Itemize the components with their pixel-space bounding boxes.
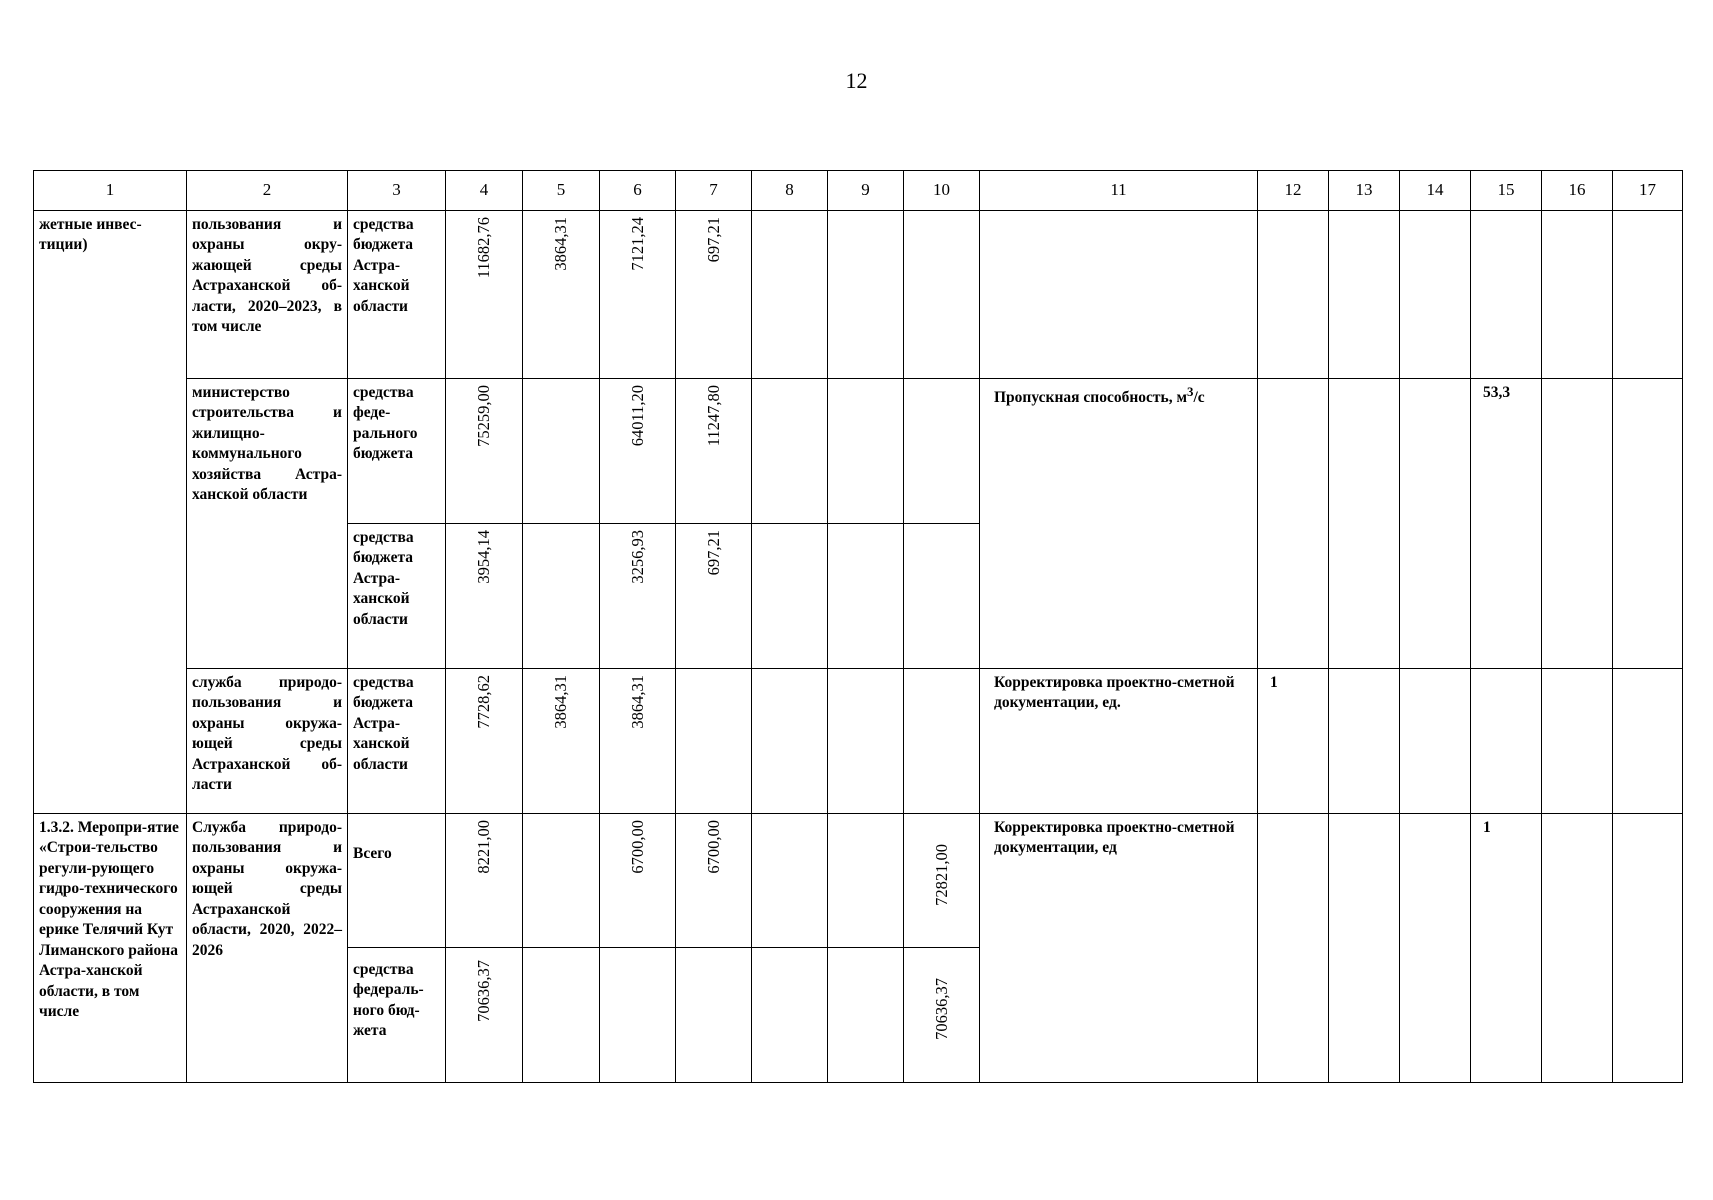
- indicator-superscript: 3: [1187, 384, 1194, 399]
- table-row: [34, 211, 1683, 379]
- amount-cell: [676, 379, 752, 524]
- executor-cell: министерство строительства и жилищно-коммунального хозяйства Астра-ханской области: [187, 379, 348, 669]
- indicator-text: Пропускная способность, м: [994, 389, 1188, 407]
- amount-value: 75259,00: [474, 385, 494, 447]
- empty-cell: [752, 524, 828, 669]
- indicator-cell: Корректировка проектно-сметной документации, ед.: [980, 669, 1258, 814]
- page-number: 12: [845, 68, 868, 93]
- amount-cell: [446, 379, 523, 524]
- funding-source-cell: средства федераль-ного бюд-жета: [348, 948, 446, 1083]
- amount-cell: [600, 814, 676, 948]
- amount-cell: [676, 524, 752, 669]
- empty-cell: [1329, 669, 1400, 814]
- empty-cell: [1542, 211, 1613, 379]
- amount-value: 70636,37: [474, 960, 494, 1022]
- executor-cell: пользования и охраны окру-жающей среды Астраханской об-ласти, 2020–2023, в том числе: [187, 211, 348, 379]
- amount-cell: [600, 211, 676, 379]
- target-value-cell: 1: [1258, 669, 1329, 814]
- amount-value: 3954,14: [474, 530, 494, 584]
- amount-value: 3256,93: [627, 530, 647, 584]
- empty-cell: [1400, 814, 1471, 1083]
- empty-cell: [523, 379, 600, 524]
- column-header: 11: [980, 171, 1258, 211]
- amount-cell: [446, 669, 523, 814]
- amount-value: 3864,31: [627, 675, 647, 729]
- empty-cell: [904, 524, 980, 669]
- table-row: [34, 814, 1683, 948]
- empty-cell: [752, 948, 828, 1083]
- amount-value: 6700,00: [627, 820, 647, 874]
- amount-cell: [600, 379, 676, 524]
- empty-cell: [828, 948, 904, 1083]
- empty-cell: [676, 669, 752, 814]
- executor-cell: Служба природо-пользования и охраны окружа-ющей среды Астраханской области, 2020, 2022–2026: [187, 814, 348, 1083]
- empty-cell: [1471, 669, 1542, 814]
- amount-value: 697,21: [703, 530, 723, 576]
- funding-source-cell: средства бюджета Астра-ханской области: [348, 524, 446, 669]
- measure-name-cell: 1.3.2. Меропри-ятие «Строи-тельство регули-рующего гидро-технического сооружения на ерике Телячий Кут Лиманского района Астра-ханской области, в том числе: [34, 814, 187, 1083]
- indicator-cell: [980, 211, 1258, 379]
- amount-value: 7121,24: [627, 217, 647, 271]
- empty-cell: [752, 211, 828, 379]
- amount-value: 3864,31: [551, 217, 571, 271]
- funding-source-cell: средства бюджета Астра-ханской области: [348, 669, 446, 814]
- column-header: 5: [523, 171, 600, 211]
- empty-cell: [523, 524, 600, 669]
- column-header: 2: [187, 171, 348, 211]
- empty-cell: [1471, 211, 1542, 379]
- amount-cell: [446, 948, 523, 1083]
- empty-cell: [828, 524, 904, 669]
- empty-cell: [1542, 814, 1613, 1083]
- column-header: 12: [1258, 171, 1329, 211]
- empty-cell: [1329, 211, 1400, 379]
- empty-cell: [1613, 814, 1683, 1083]
- column-header: 16: [1542, 171, 1613, 211]
- amount-cell: [676, 814, 752, 948]
- empty-cell: [1258, 814, 1329, 1083]
- empty-cell: [904, 669, 980, 814]
- amount-cell: [446, 211, 523, 379]
- empty-cell: [1613, 379, 1683, 669]
- column-header: 13: [1329, 171, 1400, 211]
- amount-cell: [600, 524, 676, 669]
- column-header: 9: [828, 171, 904, 211]
- empty-cell: [1613, 669, 1683, 814]
- amount-cell: [904, 814, 980, 948]
- funding-source-cell: Всего: [348, 814, 446, 948]
- empty-cell: [1400, 379, 1471, 669]
- column-header: 15: [1471, 171, 1542, 211]
- empty-cell: [828, 669, 904, 814]
- amount-value: 7728,62: [474, 675, 494, 729]
- column-header: 3: [348, 171, 446, 211]
- amount-value: 8221,00: [474, 820, 494, 874]
- program-table: [33, 170, 1683, 1083]
- empty-cell: [1542, 669, 1613, 814]
- column-header: 8: [752, 171, 828, 211]
- table-row: [34, 669, 1683, 814]
- empty-cell: [1613, 211, 1683, 379]
- empty-cell: [828, 379, 904, 524]
- column-header: 1: [34, 171, 187, 211]
- empty-cell: [1400, 211, 1471, 379]
- column-header: 10: [904, 171, 980, 211]
- indicator-cell: [980, 379, 1258, 669]
- amount-value: 11247,80: [703, 385, 723, 447]
- empty-cell: [1400, 669, 1471, 814]
- target-value-cell: 53,3: [1471, 379, 1542, 669]
- column-header: 17: [1613, 171, 1683, 211]
- amount-cell: [523, 211, 600, 379]
- empty-cell: [1329, 814, 1400, 1083]
- amount-cell: [446, 524, 523, 669]
- empty-cell: [904, 211, 980, 379]
- amount-value: 72821,00: [931, 844, 951, 906]
- empty-cell: [1542, 379, 1613, 669]
- empty-cell: [752, 379, 828, 524]
- amount-cell: [523, 669, 600, 814]
- amount-cell: [446, 814, 523, 948]
- indicator-cell: Корректировка проектно-сметной документации, ед: [980, 814, 1258, 1083]
- column-header: 14: [1400, 171, 1471, 211]
- empty-cell: [752, 669, 828, 814]
- empty-cell: [523, 948, 600, 1083]
- executor-cell: служба природо-пользования и охраны окружа-ющей среды Астраханской об-ласти: [187, 669, 348, 814]
- indicator-unit: /с: [1193, 389, 1205, 407]
- table-row: [34, 379, 1683, 524]
- measure-name-cell: жетные инвес-тиции): [34, 211, 187, 814]
- empty-cell: [904, 379, 980, 524]
- empty-cell: [523, 814, 600, 948]
- empty-cell: [828, 814, 904, 948]
- amount-value: 6700,00: [703, 820, 723, 874]
- empty-cell: [1329, 379, 1400, 669]
- column-header: 4: [446, 171, 523, 211]
- empty-cell: [600, 948, 676, 1083]
- funding-source-cell: средства бюджета Астра-ханской области: [348, 211, 446, 379]
- empty-cell: [1258, 211, 1329, 379]
- funding-source-cell: средства феде-рального бюджета: [348, 379, 446, 524]
- amount-value: 697,21: [703, 217, 723, 263]
- empty-cell: [752, 814, 828, 948]
- header-row: [34, 171, 1683, 211]
- amount-cell: [676, 211, 752, 379]
- empty-cell: [1258, 379, 1329, 669]
- target-value-cell: 1: [1471, 814, 1542, 1083]
- amount-cell: [904, 948, 980, 1083]
- column-header: 6: [600, 171, 676, 211]
- amount-value: 11682,76: [474, 217, 494, 279]
- column-header: 7: [676, 171, 752, 211]
- empty-cell: [828, 211, 904, 379]
- amount-value: 64011,20: [627, 385, 647, 447]
- empty-cell: [676, 948, 752, 1083]
- amount-value: 70636,37: [931, 978, 951, 1040]
- amount-cell: [600, 669, 676, 814]
- amount-value: 3864,31: [551, 675, 571, 729]
